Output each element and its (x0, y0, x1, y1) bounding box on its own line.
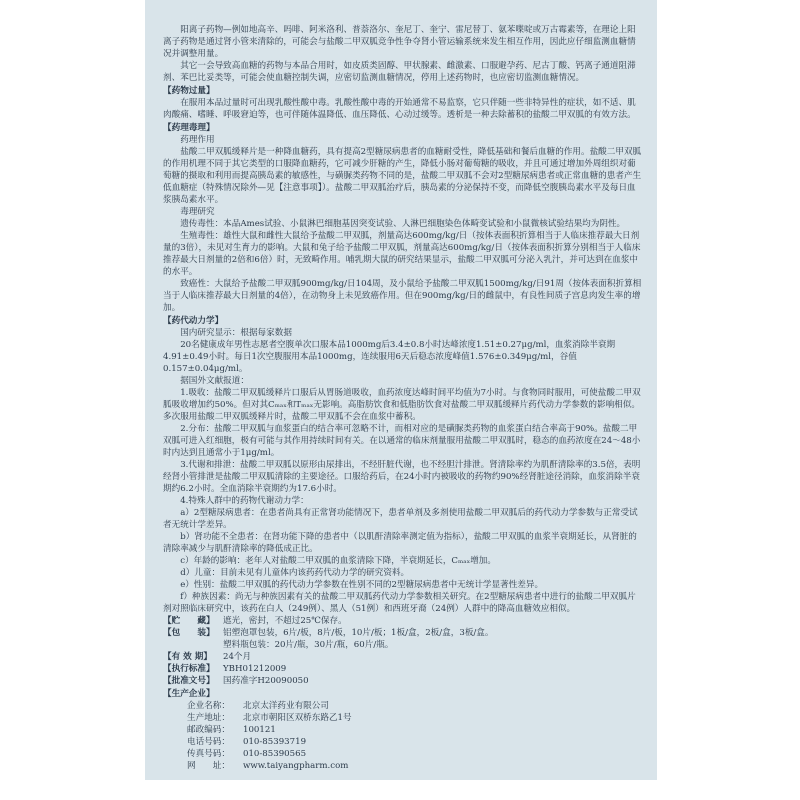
absorption-text: 1.吸收：盐酸二甲双胍缓释片口服后从胃肠道吸收，血药浓度达峰时间平均值为7小时。与食物同时服用，可使盐酸二甲双胍吸收增加约50%。但对其Cₘₐₓ和Tₘₐₓ无影响。高脂肪饮食和低脂肪饮食对盐酸二甲双胍缓释片药代动力学参数的影响相似。多次服用盐酸二甲双胍缓释片时，盐酸二甲双胍不会在血浆中蓄积。 (163, 388, 641, 422)
manufacturer-row (163, 736, 643, 748)
manufacturer-section (163, 688, 643, 772)
validity-value: 24个月 (223, 652, 252, 662)
pharmacology-text: 盐酸二甲双胍缓释片是一种降血糖药，具有提高2型糖尿病患者的血糖耐受性，降低基础和餐后血糖的作用。盐酸二甲双胍的作用机理不同于其它类型的口服降血糖药，它可减少肝糖的产生，降低小肠对葡萄糖的吸收，并且可通过增加外周组织对葡萄糖的摄取和利用而提高胰岛素的敏感性，与磺脲类药物不同的是，盐酸二甲双胍不会对2型糖尿病患者或正常血糖的患者产生低血糖症（特殊情况除外—见【注意事项】）。盐酸二甲双胍治疗后，胰岛素的分泌保持不变，而降低空腹胰岛素水平及每日血浆胰岛素水平。 (163, 147, 642, 205)
storage-row (163, 615, 643, 627)
package-value (223, 627, 643, 651)
manufacturer-key: 网 址： (187, 761, 230, 771)
manufacturer-row (163, 724, 643, 736)
pharmacokinetics-section (163, 315, 643, 615)
section-title: 【生产企业】 (163, 689, 215, 699)
package-line: 铝塑泡罩包装，6片/板，8片/板，10片/板；1板/盒，2板/盒，3板/盒。 (223, 628, 494, 638)
standard-row (163, 663, 643, 675)
manufacturer-row (163, 700, 643, 712)
package-line: 塑料瓶包装：20片/瓶，30片/瓶，60片/瓶。 (223, 640, 394, 650)
special-population-item: a）2型糖尿病患者：在患者尚具有正常肾功能情况下，患者单剂及多剂使用盐酸二甲双胍后的药代动力学参数与正常受试者无统计学差异。 (163, 508, 638, 530)
genotoxicity-text: 遗传毒性：本品Ames试验、小鼠淋巴细胞基因突变试验、人淋巴细胞染色体畸变试验和小鼠微核试验结果均为阴性。 (180, 219, 626, 229)
insert-content (163, 24, 643, 772)
interaction-paragraph: 阳离子药物—例如地高辛、吗啡、阿米洛利、普萘洛尔、奎尼丁、奎宁、雷尼替丁、氨苯喋啶或万古霉素等，在理论上阳离子药物是通过肾小管来清除的，可能会与盐酸二甲双胍竞争性争夺肾小管运输系统来发生相互作用，因此应仔细监测血糖情况并调整用量。 (163, 25, 636, 59)
manufacturer-key: 企业名称： (187, 701, 230, 711)
subsection-heading: 毒理研究 (180, 207, 215, 217)
special-population-item: b）肾功能不全患者：在肾功能下降的患者中（以肌酐清除率测定值为指标），盐酸二甲双胍的血浆半衰期延长，从肾脏的清除率减少与肌酐清除率的降低成正比。 (163, 532, 637, 554)
manufacturer-key: 生产地址： (187, 713, 230, 723)
manufacturer-key: 邮政编码： (187, 725, 230, 735)
field-label: 【包 装】 (163, 628, 215, 638)
standard-value: YBH01212009 (223, 664, 287, 674)
approval-value: 国药准字H20090050 (223, 676, 309, 686)
package-row (163, 627, 643, 651)
distribution-text: 2.分布：盐酸二甲双胍与血浆蛋白的结合率可忽略不计，而相对应的是磺脲类药物的血浆蛋白结合率高于90%。盐酸二甲双胍可进入红细胞，极有可能与其作用持续时间有关。在以通常的临床剂量服用盐酸二甲双胍时，稳态的血药浓度在24～48小时内达到且通常小于1μg/ml。 (163, 424, 641, 458)
overdose-text: 在服用本品过量时可出现乳酸性酸中毒。乳酸性酸中毒的开始通常不易监察，它只伴随一些非特异性的症状，如不适、肌肉酸痛、嗜睡、呼吸窘迫等，也可伴随体温降低、血压降低、心动过缓等。透析是一种去除蓄积的盐酸二甲双胍的有效方法。 (163, 98, 636, 120)
manufacturer-value: www.taiyangpharm.com (243, 761, 349, 771)
overdose-section (163, 85, 643, 121)
carcinogenicity-text: 致癌性：大鼠给予盐酸二甲双胍900mg/kg/日104周，及小鼠给予盐酸二甲双胍1500mg/kg/日91周（按体表面积折算相当于人临床推荐最大日剂量的4倍），在动物身上未见致癌作用。但在900mg/kg/日的雌鼠中，有良性间质子宫息肉发生率的增加。 (163, 279, 642, 313)
subsection-heading: 国内研究显示：根据每家数据 (180, 328, 292, 338)
subsection-heading: 药理作用 (180, 135, 215, 145)
manufacturer-value: 100121 (243, 725, 276, 735)
field-label: 【贮 藏】 (163, 616, 215, 626)
reproductive-toxicity-text: 生殖毒性：雄性大鼠和雌性大鼠给予盐酸二甲双胍，剂量高达600mg/kg/日（按体表面积折算相当于人临床推荐最大日剂量的3倍），未见对生育力的影响。大鼠和兔子给予盐酸二甲双胍，剂量高达600mg/kg/日（按体表面积折算分别相当于人临床推荐最大日剂量的2倍和6倍）时，无致畸作用。哺乳期大鼠的研究结果显示，盐酸二甲双胍可分泌入乳汁，并可达到在血浆中的水平。 (163, 231, 641, 277)
interaction-paragraph: 其它一会导致高血糖的药物与本品合用时，如皮质类固醇、甲状腺素、雌激素、口服避孕药、尼古丁酸、钙离子通道阻滞剂、苯巴比妥类等，可能会使血糖控制失调，应密切监测血糖情况，停用上述药物时，也应密切监测血糖情况。 (163, 61, 636, 83)
section-title: 【药理毒理】 (163, 123, 215, 133)
manufacturer-key: 传真号码： (187, 749, 230, 759)
subsection-heading: 据国外文献报道： (180, 376, 249, 386)
special-population-item: c）年龄的影响：老年人对盐酸二甲双胍的血浆清除下降，半衰期延长，Cₘₐₓ增加。 (180, 556, 496, 566)
validity-row (163, 651, 643, 663)
storage-value: 遮光，密封，不超过25℃保存。 (223, 616, 347, 626)
section-title: 【药代动力学】 (163, 316, 224, 326)
manufacturer-value: 北京市朝阳区双桥东路乙1号 (243, 713, 352, 723)
subsection-heading: 4.特殊人群中的药物代谢动力学： (180, 496, 309, 506)
manufacturer-value: 010-85393719 (243, 737, 307, 747)
domestic-study-text: 20名健康成年男性志愿者空腹单次口服本品1000mg后3.4±0.8小时达峰浓度1.51±0.27μg/ml，血浆消除半衰期4.91±0.49小时。每日1次空腹服用本品1000mg，连续服用6天后稳态浓度峰值1.576±0.349μg/ml，谷值0.157±0.04μg/ml。 (163, 340, 616, 374)
manufacturer-value: 北京太洋药业有限公司 (243, 701, 329, 711)
manufacturer-row (163, 712, 643, 724)
special-population-item: d）儿童：目前未见有儿童体内该药药代动力学的研究资料。 (180, 568, 410, 578)
manufacturer-row (163, 748, 643, 760)
manufacturer-row (163, 760, 643, 772)
package-insert-sheet (145, 0, 657, 780)
manufacturer-value: 010-85390565 (243, 749, 307, 759)
metabolism-text: 3.代谢和排泄：盐酸二甲双胍以原形由尿排出，不经肝脏代谢，也不经胆汁排泄。肾清除率约为肌酐清除率的3.5倍，表明经肾小管排泄是盐酸二甲双胍清除的主要途径。口服给药后，在24小时内被吸收的药物约90%经肾脏途径消除，血浆消除半衰期约6.2小时。全血消除半衰期约为17.6小时。 (163, 460, 641, 494)
pharm-tox-section (163, 122, 643, 314)
field-label: 【执行标准】 (163, 664, 215, 674)
special-population-item: e）性别：盐酸二甲双胍的药代动力学参数在性别不同的2型糖尿病患者中无统计学显著性差异。 (180, 580, 544, 590)
approval-row (163, 675, 643, 687)
field-label: 【批准文号】 (163, 676, 215, 686)
special-population-item: f）种族因素：尚无与种族因素有关的盐酸二甲双胍药代动力学参数相关研究。在2型糖尿病患者中进行的盐酸二甲双胍片剂对照临床研究中，该药在白人（249例）、黑人（51例）和西班牙裔（24例）人群中的降高血糖效应相似。 (163, 592, 636, 614)
section-title: 【药物过量】 (163, 86, 215, 96)
field-label: 【有 效 期】 (163, 652, 212, 662)
manufacturer-key: 电话号码： (187, 737, 230, 747)
